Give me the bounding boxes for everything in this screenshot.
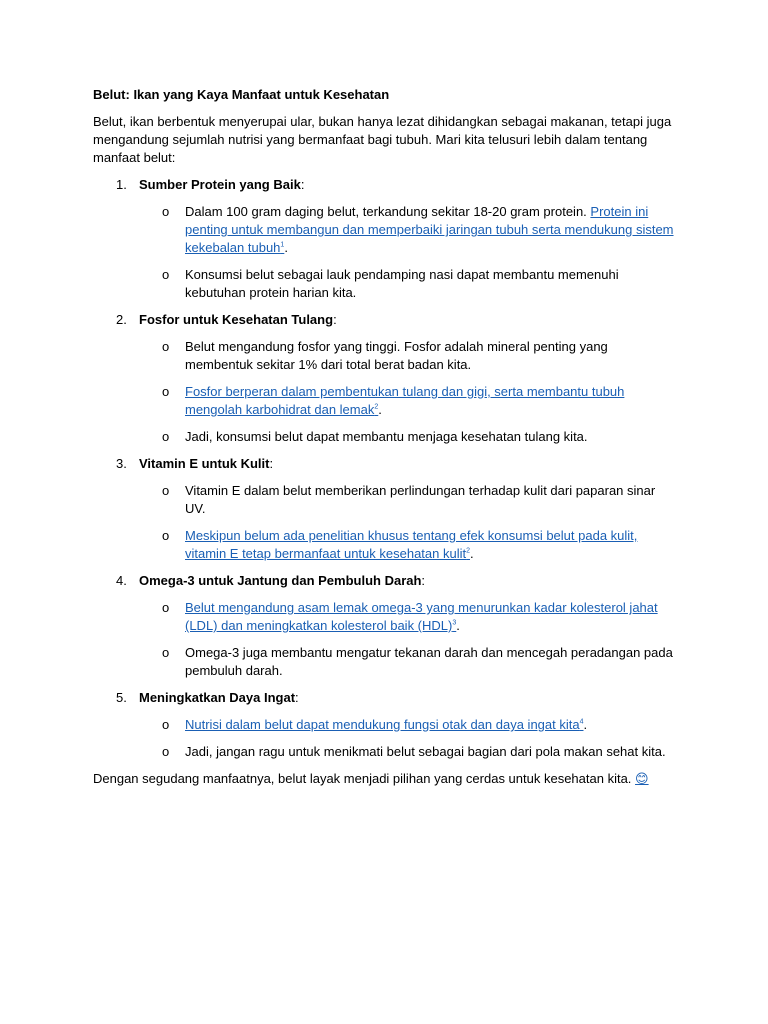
sub-bullet-list xyxy=(139,599,678,680)
bullet-content xyxy=(185,644,678,680)
bullet-text: Belut mengandung fosfor yang tinggi. Fosfor adalah mineral penting yang membentuk sekitar 1% dari total berat badan kita. xyxy=(185,339,608,372)
closing-paragraph xyxy=(93,770,678,788)
sub-bullet-item xyxy=(139,527,678,563)
bullet-text: Omega-3 juga membantu mengatur tekanan darah dan mencegah peradangan pada pembuluh darah. xyxy=(185,645,673,678)
document-title: Belut: Ikan yang Kaya Manfaat untuk Kesehatan xyxy=(93,87,390,102)
bullet-end-punctuation: . xyxy=(456,618,460,633)
citation-link-text: Meskipun belum ada penelitian khusus tentang efek konsumsi belut pada kulit, vitamin E tetap bermanfaat untuk kesehatan kulit xyxy=(185,528,638,561)
sub-bullet-item xyxy=(139,644,678,680)
sub-bullet-item xyxy=(139,743,678,761)
bullet-content xyxy=(185,482,678,518)
intro-paragraph: Belut, ikan berbentuk menyerupai ular, bukan hanya lezat dihidangkan sebagai makanan, tetapi juga mengandung sejumlah nutrisi yang bermanfaat bagi tubuh. Mari kita telusuri lebih dalam tentang manfaat belut: xyxy=(93,114,672,165)
bullet-text: Vitamin E dalam belut memberikan perlindungan terhadap kulit dari paparan sinar UV. xyxy=(185,483,656,516)
benefit-section xyxy=(93,572,678,680)
bullet-marker: o xyxy=(162,204,170,219)
benefit-section xyxy=(93,455,678,563)
citation-reference-number[interactable]: 3 xyxy=(452,619,457,627)
bullet-marker: o xyxy=(162,717,170,732)
benefit-section xyxy=(93,176,678,302)
citation-link-text: Nutrisi dalam belut dapat mendukung fungsi otak dan daya ingat kita xyxy=(185,717,580,732)
bullet-content xyxy=(185,527,678,563)
section-heading-colon: : xyxy=(295,690,299,705)
bullet-content xyxy=(185,338,678,374)
section-number: 3. xyxy=(116,456,127,471)
citation-reference-number[interactable]: 2 xyxy=(466,547,471,555)
citation-link[interactable] xyxy=(185,528,637,561)
citation-link-text: Protein ini penting untuk membangun dan memperbaiki jaringan tubuh serta mendukung sistem kekebalan tubuh xyxy=(185,204,674,255)
bullet-content xyxy=(185,266,678,302)
citation-reference-number[interactable]: 1 xyxy=(280,241,285,249)
bullet-marker: o xyxy=(162,384,170,399)
bullet-text: Dalam 100 gram daging belut, terkandung sekitar 18-20 gram protein. xyxy=(185,204,591,219)
bullet-text: Jadi, jangan ragu untuk menikmati belut sebagai bagian dari pola makan sehat kita. xyxy=(185,744,666,759)
section-heading xyxy=(139,311,678,329)
sub-bullet-item xyxy=(139,428,678,446)
citation-link[interactable] xyxy=(185,600,658,633)
bullet-marker: o xyxy=(162,744,170,759)
sub-bullet-item xyxy=(139,383,678,419)
bullet-marker: o xyxy=(162,267,170,282)
bullet-content xyxy=(185,743,678,761)
bullet-text: Jadi, konsumsi belut dapat membantu menjaga kesehatan tulang kita. xyxy=(185,429,588,444)
closing-text: Dengan segudang manfaatnya, belut layak menjadi pilihan yang cerdas untuk kesehatan kita. xyxy=(93,771,636,786)
bullet-marker: o xyxy=(162,528,170,543)
bullet-marker: o xyxy=(162,339,170,354)
sub-bullet-list xyxy=(139,338,678,446)
bullet-marker: o xyxy=(162,483,170,498)
section-heading xyxy=(139,689,678,707)
section-heading-colon: : xyxy=(269,456,274,471)
document-page xyxy=(93,86,678,788)
section-heading-text: Fosfor untuk Kesehatan Tulang xyxy=(139,312,334,327)
bullet-marker: o xyxy=(162,645,170,660)
bullet-content xyxy=(185,203,678,257)
citation-link-text: Belut mengandung asam lemak omega-3 yang menurunkan kadar kolesterol jahat (LDL) dan meningkatkan kolesterol baik (HDL) xyxy=(185,600,658,633)
sub-bullet-list xyxy=(139,482,678,563)
bullet-content xyxy=(185,716,678,734)
sub-bullet-item xyxy=(139,338,678,374)
section-heading xyxy=(139,455,678,473)
section-number: 2. xyxy=(116,312,127,327)
section-heading-text: Omega-3 untuk Jantung dan Pembuluh Darah xyxy=(139,573,422,588)
section-heading-text: Sumber Protein yang Baik xyxy=(139,177,301,192)
bullet-end-punctuation: . xyxy=(284,240,288,255)
bullet-text: Konsumsi belut sebagai lauk pendamping nasi dapat membantu memenuhi kebutuhan protein harian kita. xyxy=(185,267,619,300)
section-heading xyxy=(139,176,678,194)
bullet-end-punctuation: . xyxy=(583,717,588,732)
section-heading-text: Meningkatkan Daya Ingat xyxy=(139,690,296,705)
sub-bullet-item xyxy=(139,716,678,734)
section-number: 4. xyxy=(116,573,127,588)
bullet-end-punctuation: . xyxy=(378,402,382,417)
bullet-content xyxy=(185,428,678,446)
smile-emoji-link[interactable]: 😊 xyxy=(635,771,649,786)
citation-link-text: Fosfor berperan dalam pembentukan tulang dan gigi, serta membantu tubuh mengolah karbohidrat dan lemak xyxy=(185,384,625,417)
sub-bullet-list xyxy=(139,203,678,302)
section-heading xyxy=(139,572,678,590)
bullet-end-punctuation: . xyxy=(470,546,474,561)
section-number: 1. xyxy=(116,177,127,192)
benefit-section xyxy=(93,311,678,446)
benefit-section xyxy=(93,689,678,761)
benefits-list xyxy=(93,176,678,761)
citation-link[interactable] xyxy=(185,717,584,732)
section-heading-colon: : xyxy=(421,573,426,588)
citation-link[interactable] xyxy=(185,384,624,417)
bullet-content xyxy=(185,383,678,419)
section-heading-text: Vitamin E untuk Kulit xyxy=(139,456,270,471)
bullet-content xyxy=(185,599,678,635)
section-heading-colon: : xyxy=(300,177,305,192)
citation-reference-number[interactable]: 4 xyxy=(579,718,584,726)
sub-bullet-item xyxy=(139,266,678,302)
sub-bullet-list xyxy=(139,716,678,761)
sub-bullet-item xyxy=(139,599,678,635)
section-number: 5. xyxy=(116,690,127,705)
section-heading-colon: : xyxy=(333,312,337,327)
sub-bullet-item xyxy=(139,482,678,518)
bullet-marker: o xyxy=(162,600,170,615)
bullet-marker: o xyxy=(162,429,170,444)
citation-reference-number[interactable]: 2 xyxy=(374,403,379,411)
sub-bullet-item xyxy=(139,203,678,257)
